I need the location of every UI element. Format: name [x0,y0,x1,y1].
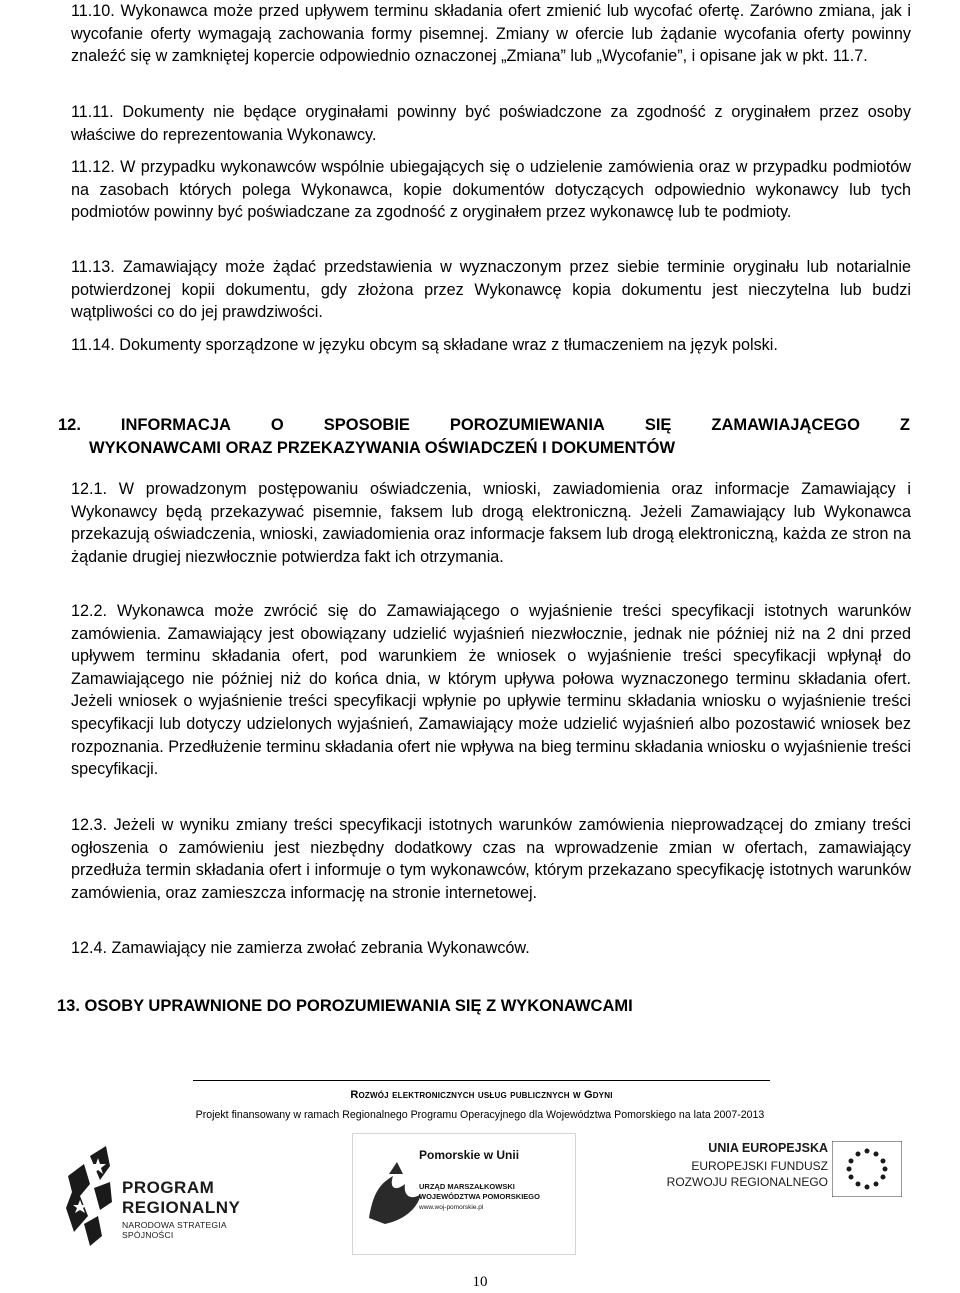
program-line-2: REGIONALNY [122,1198,241,1217]
unia-europejska-logo [660,1137,902,1249]
paragraph-12-3 [71,814,911,904]
paragraph-12-4 [71,937,911,960]
section-12-number: 12. [58,416,81,434]
paragraph-number: 12.4. [71,939,108,957]
section-13-number: 13. [57,997,80,1015]
heading-word: ZAMAWIAJĄCEGO [711,416,860,434]
footer-title: Rozwój elektronicznych usług publicznych w Gdyni [350,1089,613,1101]
program-line-1: PROGRAM [122,1178,215,1197]
heading-word: SIĘ [644,416,672,434]
footer-subtitle: Projekt finansowany w ramach Regionalnego Programu Operacyjnego dla Województwa Pomorskiego na lata 2007-2013 [195,1109,765,1121]
section-13-title: OSOBY UPRAWNIONE DO POROZUMIEWANIA SIĘ Z WYKONAWCAMI [84,997,633,1015]
pomorskie-url: www.woj-pomorskie.pl [419,1204,484,1211]
paragraph-11-14: 11.14. Dokumenty sporządzone w języku obcym są składane wraz z tłumaczeniem na język polski. [71,336,778,354]
paragraph-number: 12.2. [71,602,108,620]
page-number: 10 [472,1274,488,1290]
eu-flag-icon [832,1141,902,1197]
footer-divider [193,1080,770,1081]
heading-word: Z [899,416,910,434]
paragraph-11-10: 11.10. Wykonawca może przed upływem terminu składania ofert zmienić lub wycofać ofertę. Zarówno zmiana, jak i wycofanie oferty wymagają zachowania formy pisemnej. Zmiany w ofercie lub żądanie wycofania oferty powinny znaleźć się w zamkniętej kopercie odpowiednio oznaczonej „Zmiana” lub „Wycofanie”, i opisane jak w pkt. 11.7. [71,2,911,66]
paragraph-text: Wykonawca może zwrócić się do Zamawiającego o wyjaśnienie treści specyfikacji istotnych warunków zamówienia. Zamawiający jest obowiązany udzielić wyjaśnień niezwłocznie, jednak nie później niż na 2 dni przed upływem terminu składania ofert, pod warunkiem że wniosek o wyjaśnienie treści specyfikacji wpłynął do Zamawiającego nie później niż do końca dnia, w którym upływa połowa wyznaczonego terminu składania ofert. Jeżeli wniosek o wyjaśnienie treści specyfikacji wpłynie po upływie terminu składania wniosku o wyjaśnienie treści specyfikacji lub dotyczy udzielonych wyjaśnień, Zamawiający może udzielić wyjaśnień albo pozostawić wniosek bez rozpoznania. Przedłużenie terminu składania ofert nie wpływa na bieg terminu składania wniosku o wyjaśnienie treści specyfikacji. [71,602,911,779]
paragraph-12-2 [71,600,911,781]
section-12-heading [58,414,910,460]
pomorskie-w-unii-logo [352,1133,576,1255]
paragraph-text: Zamawiający nie zamierza zwołać zebrania Wykonawców. [111,939,530,957]
paragraph-number: 12.3. [71,816,108,834]
heading-word: POROZUMIEWANIA [449,416,605,434]
heading-word: SPOSOBIE [323,416,410,434]
pomorskie-line-2: URZĄD MARSZAŁKOWSKI [419,1182,515,1191]
paragraph-11-11: 11.11. Dokumenty nie będące oryginałami powinny być poświadczone za zgodność z oryginałem przez osoby właściwe do reprezentowania Wykonawcy. [71,103,911,144]
section-13-heading [57,995,917,1018]
program-line-3: NARODOWA STRATEGIA SPÓJNOŚCI [122,1220,227,1240]
paragraph-text: W prowadzonym postępowaniu oświadczenia, wnioski, zawiadomienia oraz informacje Zamawiający i Wykonawcy będą przekazywać pisemnie, faksem lub drogą elektroniczną. Jeżeli Zamawiający lub Wykonawca przekazują oświadczenia, wnioski, zawiadomienia oraz informacje faksem lub drogą elektroniczną, każda ze stron na żądanie drugiej niezwłocznie potwierdza fakt ich otrzymania. [71,480,911,566]
section-12-title-line-2: WYKONAWCAMI ORAZ PRZEKAZYWANIA OŚWIADCZEŃ I DOKUMENTÓW [89,439,676,457]
program-regionalny-logo [60,1136,270,1256]
paragraph-11-13: 11.13. Zamawiający może żądać przedstawienia w wyznaczonym przez siebie terminie oryginału lub notarialnie potwierdzonej kopii dokumentu, gdy złożona przez Wykonawcę kopia dokumentu jest nieczytelna lub budzi wątpliwości co do jej prawdziwości. [71,258,911,322]
pomorskie-line-1: Pomorskie w Unii [419,1148,520,1162]
paragraph-12-1 [71,478,911,568]
paragraph-text: Jeżeli w wyniku zmiany treści specyfikacji istotnych warunków zamówienia nieprowadzącej do zmiany treści ogłoszenia o zamówieniu jest niezbędny dodatkowy czas na wprowadzenie zmian w ofertach, zamawiający przedłuża termin składania ofert i informuje o tym wykonawców, którym przekazano specyfikację istotnych warunków zamówienia, oraz zamieszcza informację na stronie internetowej. [71,816,911,902]
pomorskie-line-3: WOJEWÓDZTWA POMORSKIEGO [419,1192,540,1201]
paragraph-number: 12.1. [71,480,108,498]
ue-line-2: EUROPEJSKI FUNDUSZ [691,1159,828,1173]
paragraph-11-12: 11.12. W przypadku wykonawców wspólnie ubiegających się o udzielenie zamówienia oraz w przypadku podmiotów na zasobach których polega Wykonawca, kopie dokumentów dotyczących odpowiednio wykonawcy lub tych podmiotów powinny być poświadczane za zgodność z oryginałem przez wykonawcę lub te podmioty. [71,158,911,222]
ue-line-1: UNIA EUROPEJSKA [708,1141,828,1155]
heading-word: O [270,416,284,434]
ue-line-3: ROZWOJU REGIONALNEGO [666,1175,828,1189]
heading-word: INFORMACJA [120,416,231,434]
